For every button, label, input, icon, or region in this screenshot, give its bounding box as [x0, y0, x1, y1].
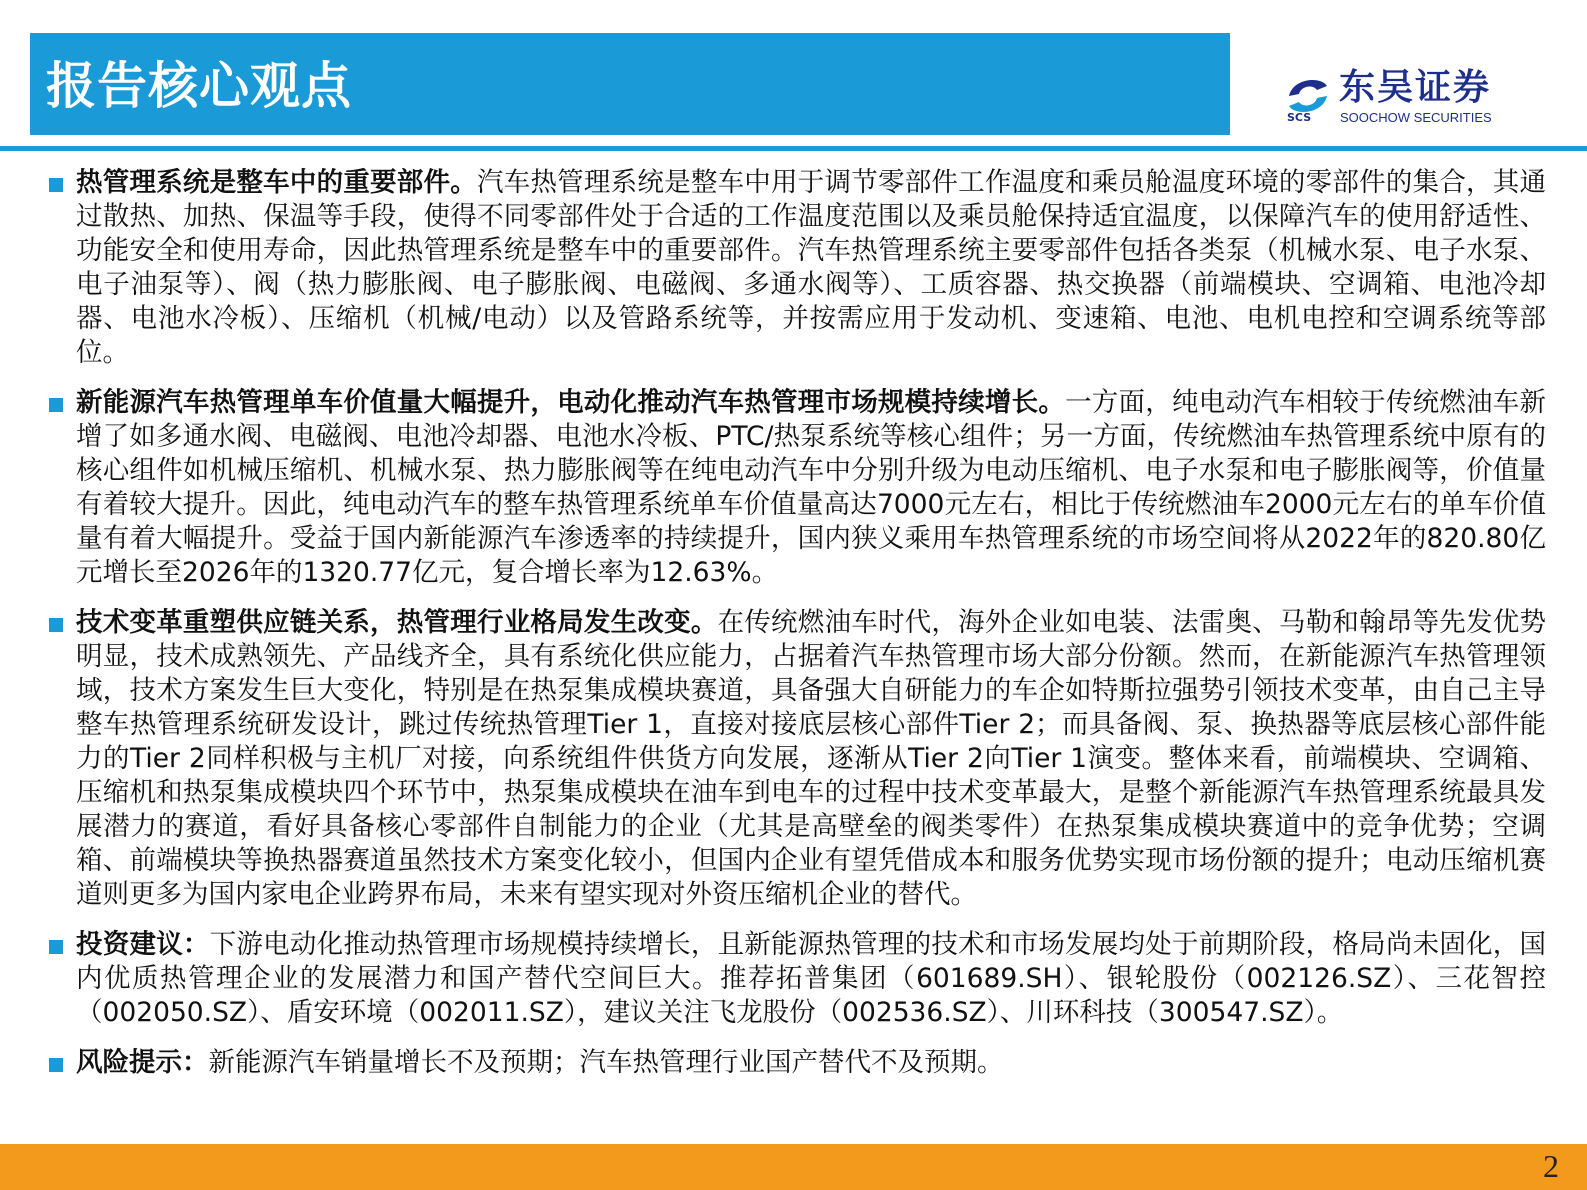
key-point [46, 606, 1546, 912]
logo-english-name: SOOCHOW SECURITIES [1340, 110, 1492, 125]
page-title: 报告核心观点 [46, 57, 352, 115]
logo-mark-text: SCS [1287, 111, 1312, 122]
point-lead: 风险提示： [76, 1047, 209, 1078]
page-number: 2 [1543, 1148, 1559, 1184]
logo-chinese-name: 东吴证券 [1339, 67, 1492, 108]
point-text [76, 606, 1546, 912]
key-point [46, 166, 1546, 370]
bullet-square-icon [49, 178, 63, 192]
footer-band [0, 1144, 1587, 1190]
key-point [46, 386, 1546, 590]
bullet-square-icon [49, 1058, 63, 1072]
point-text [76, 386, 1546, 590]
point-body: 汽车热管理系统是整车中用于调节零部件工作温度和乘员舱温度环境的零部件的集合，其通过散热、加热、保温等手段，使得不同零部件处于合适的工作温度范围以及乘员舱保持适宜温度，以保障汽车的使用舒适性、功能安全和使用寿命，因此热管理系统是整车中的重要部件。汽车热管理系统主要零部件包括各类泵（机械水泵、电子水泵、电子油泵等）、阀（热力膨胀阀、电子膨胀阀、电磁阀、多通水阀等）、工质容器、热交换器（前端模块、空调箱、电池冷却器、电池水冷板）、压缩机（机械/电动）以及管路系统等，并按需应用于发动机、变速箱、电池、电机电控和空调系统等部位。 [76, 167, 1547, 368]
point-text [76, 928, 1546, 1030]
point-text [76, 166, 1546, 370]
key-points-list [46, 166, 1546, 1096]
bullet-square-icon [49, 618, 63, 632]
key-point [46, 1046, 1546, 1080]
header-divider [0, 146, 1587, 151]
company-logo [1283, 67, 1513, 128]
bullet-square-icon [49, 940, 63, 954]
point-lead: 热管理系统是整车中的重要部件。 [76, 167, 477, 198]
point-lead: 新能源汽车热管理单车价值量大幅提升，电动化推动汽车热管理市场规模持续增长。 [76, 387, 1066, 418]
key-point [46, 928, 1546, 1030]
logo-mark-icon [1283, 74, 1333, 122]
point-body: 下游电动化推动热管理市场规模持续增长，且新能源热管理的技术和市场发展均处于前期阶段，格局尚未固化，国内优质热管理企业的发展潜力和国产替代空间巨大。推荐拓普集团（601689.SH）、银轮股份（002126.SZ）、三花智控（002050.SZ）、盾安环境（002011.SZ），建议关注飞龙股份（002536.SZ）、川环科技（300547.SZ）。 [76, 929, 1547, 1028]
point-text [76, 1046, 1546, 1080]
point-lead: 技术变革重塑供应链关系，热管理行业格局发生改变。 [76, 607, 718, 638]
point-body: 在传统燃油车时代，海外企业如电装、法雷奥、马勒和翰昂等先发优势明显，技术成熟领先、产品线齐全，具有系统化供应能力，占据着汽车热管理市场大部分份额。然而，在新能源汽车热管理领域，技术方案发生巨大变化，特别是在热泵集成模块赛道，具备强大自研能力的车企如特斯拉强势引领技术变革，由自己主导整车热管理系统研发设计，跳过传统热管理Tier 1，直接对接底层核心部件Tier 2；而具备阀、泵、换热器等底层核心部件能力的Tier 2同样积极与主机厂对接，向系统组件供货方向发展，逐渐从Tier 2向Tier 1演变。整体来看，前端模块、空调箱、压缩机和热泵集成模块四个环节中，热泵集成模块在油车到电车的过程中技术变革最大，是整个新能源汽车热管理系统最具发展潜力的赛道，看好具备核心零部件自制能力的企业（尤其是高壁垒的阀类零件）在热泵集成模块赛道中的竞争优势；空调箱、前端模块等换热器赛道虽然技术方案变化较小，但国内企业有望凭借成本和服务优势实现市场份额的提升；电动压缩机赛道则更多为国内家电企业跨界布局，未来有望实现对外资压缩机企业的替代。 [76, 607, 1547, 910]
point-lead: 投资建议： [76, 929, 210, 960]
point-body: 一方面，纯电动汽车相较于传统燃油车新增了如多通水阀、电磁阀、电池冷却器、电池水冷板、PTC/热泵系统等核心组件；另一方面，传统燃油车热管理系统中原有的核心组件如机械压缩机、机械水泵、热力膨胀阀等在纯电动汽车中分别升级为电动压缩机、电子水泵和电子膨胀阀等，价值量有着较大提升。因此，纯电动汽车的整车热管理系统单车价值量高达7000元左右，相比于传统燃油车2000元左右的单车价值量有着大幅提升。受益于国内新能源汽车渗透率的持续提升，国内狭义乘用车热管理系统的市场空间将从2022年的820.80亿元增长至2026年的1320.77亿元，复合增长率为12.63%。 [76, 387, 1547, 588]
point-body: 新能源汽车销量增长不及预期；汽车热管理行业国产替代不及预期。 [208, 1047, 1004, 1078]
bullet-square-icon [49, 398, 63, 412]
